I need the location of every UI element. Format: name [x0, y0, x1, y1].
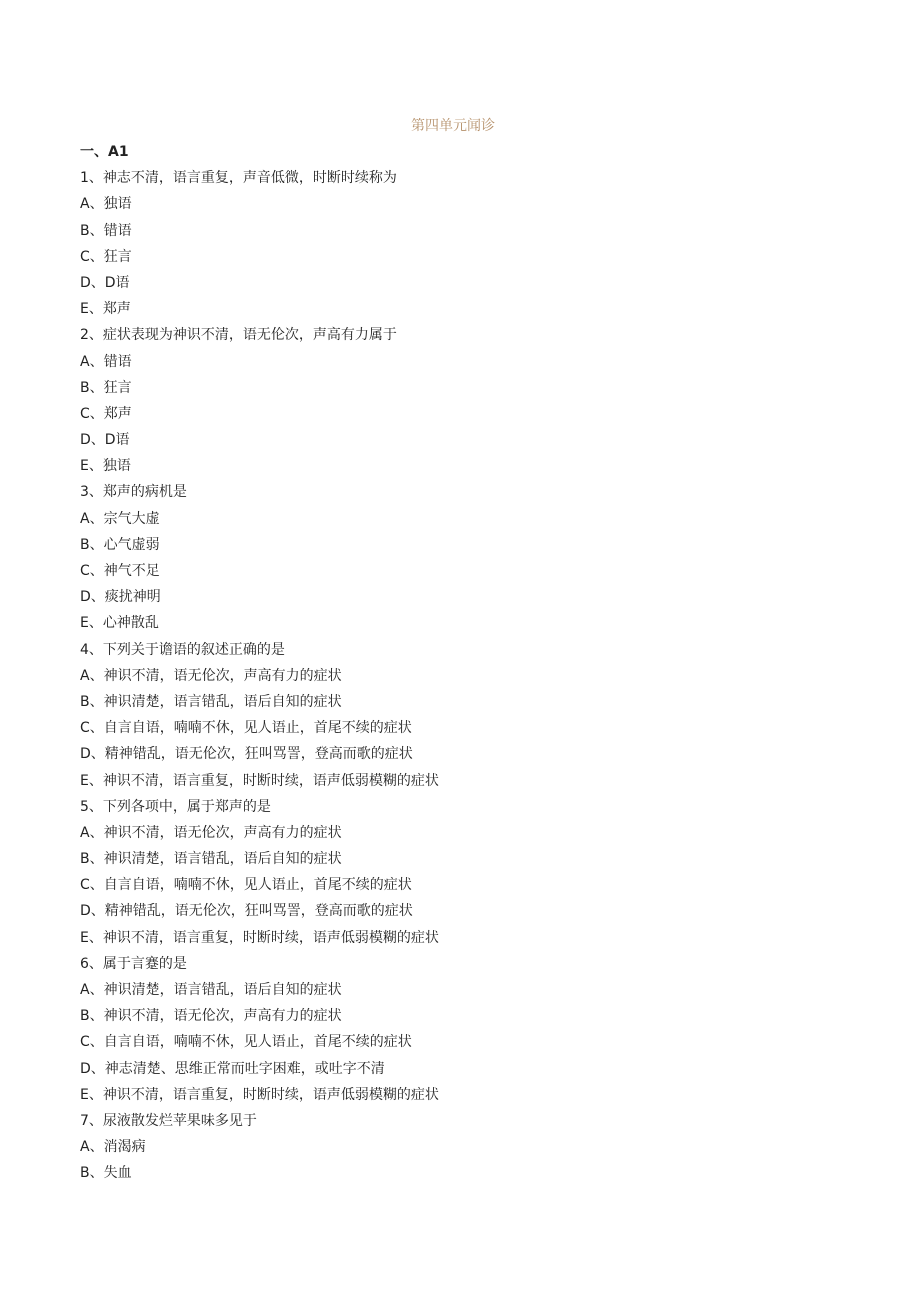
answer-option: E、神识不清，语言重复，时断时续，语声低弱模糊的症状 [80, 929, 439, 946]
answer-option: A、神识不清，语无伦次，声高有力的症状 [80, 824, 342, 841]
question-stem: 5、下列各项中，属于郑声的是 [80, 798, 271, 815]
answer-option: A、消渴病 [80, 1139, 146, 1156]
answer-option: D、精神错乱，语无伦次，狂叫骂詈，登高而歌的症状 [80, 746, 413, 763]
question-list [80, 139, 880, 1187]
page-title: 第四单元闻诊 [411, 118, 495, 134]
answer-option: C、狂言 [80, 248, 132, 265]
answer-option: A、独语 [80, 196, 132, 213]
answer-option: D、D语 [80, 432, 130, 449]
question-stem: 1、神志不清，语言重复，声音低微，时断时续称为 [80, 170, 397, 187]
answer-option: D、痰扰神明 [80, 589, 161, 606]
answer-option: C、自言自语，喃喃不休，见人语止，首尾不续的症状 [80, 1034, 412, 1051]
answer-option: D、神志清楚、思维正常而吐字困难，或吐字不清 [80, 1060, 385, 1077]
answer-option: E、郑声 [80, 301, 131, 318]
answer-option: A、宗气大虚 [80, 510, 160, 527]
answer-option: B、神识清楚，语言错乱，语后自知的症状 [80, 851, 342, 868]
answer-option: A、错语 [80, 353, 132, 370]
answer-option: B、神识清楚，语言错乱，语后自知的症状 [80, 693, 342, 710]
section-heading: 一、A1 [80, 144, 129, 160]
question-stem: 3、郑声的病机是 [80, 484, 187, 501]
answer-option: B、错语 [80, 222, 132, 239]
answer-option: E、心神散乱 [80, 615, 159, 632]
answer-option: E、神识不清，语言重复，时断时续，语声低弱模糊的症状 [80, 772, 439, 789]
answer-option: B、心气虚弱 [80, 536, 160, 553]
answer-option: C、自言自语，喃喃不休，见人语止，首尾不续的症状 [80, 720, 412, 737]
answer-option: C、郑声 [80, 405, 132, 422]
question-stem: 4、下列关于谵语的叙述正确的是 [80, 641, 285, 658]
answer-option: A、神识清楚，语言错乱，语后自知的症状 [80, 982, 342, 998]
answer-option: C、神气不足 [80, 563, 160, 579]
answer-option: A、神识不清，语无伦次，声高有力的症状 [80, 667, 342, 684]
answer-option: E、独语 [80, 458, 131, 475]
answer-option: B、失血 [80, 1165, 132, 1182]
question-stem: 7、尿液散发烂苹果味多见于 [80, 1112, 257, 1129]
answer-option: C、自言自语，喃喃不休，见人语止，首尾不续的症状 [80, 877, 412, 894]
question-stem: 2、症状表现为神识不清，语无伦次，声高有力属于 [80, 327, 397, 344]
answer-option: E、神识不清，语言重复，时断时续，语声低弱模糊的症状 [80, 1086, 439, 1103]
answer-option: B、神识不清，语无伦次，声高有力的症状 [80, 1008, 342, 1025]
question-stem: 6、属于言蹇的是 [80, 955, 187, 972]
answer-option: D、D语 [80, 274, 130, 291]
answer-option: D、精神错乱，语无伦次，狂叫骂詈，登高而歌的症状 [80, 903, 413, 920]
answer-option: B、狂言 [80, 379, 132, 396]
